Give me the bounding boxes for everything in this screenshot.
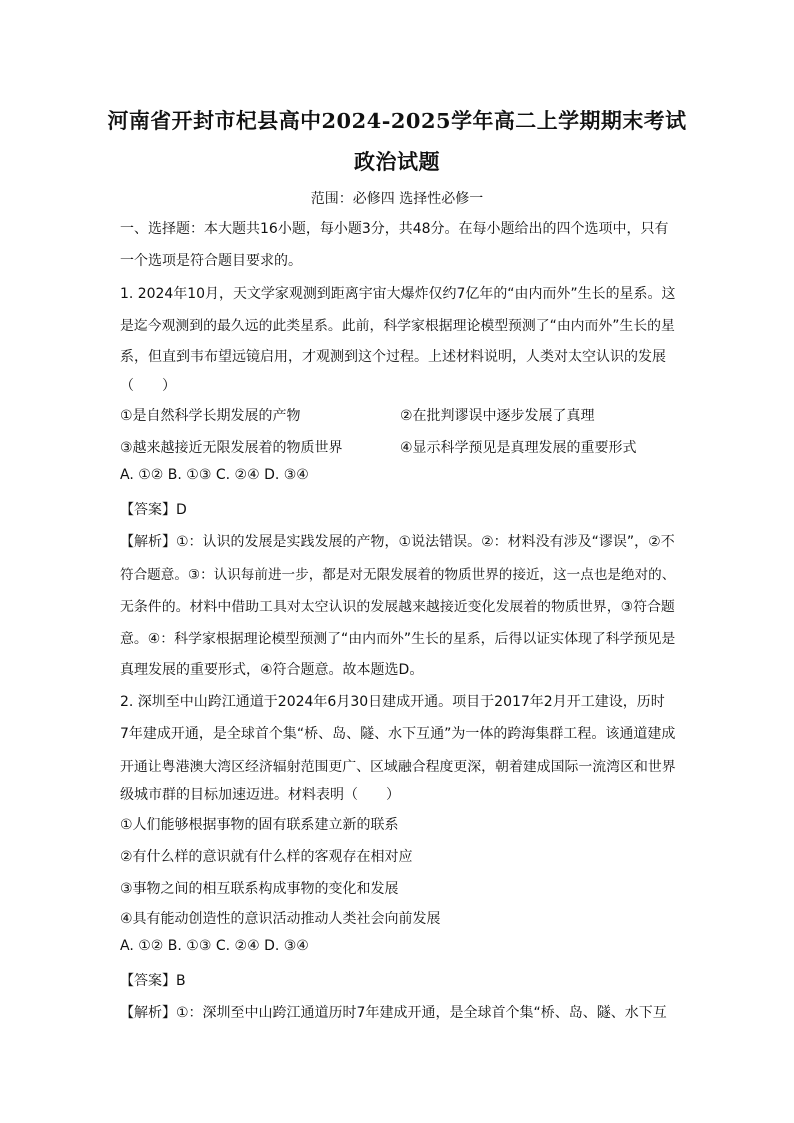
q2-stem-line-1: 2. 深圳至中山跨江通道于2024年6月30日建成开通。项目于2017年2月开工建设，历时 [120,694,665,710]
q2-stem-line-2: 7年建成开通，是全球首个集“桥、岛、隧、水下互通”为一体的跨海集群工程。该通道建成 [120,726,676,742]
q2-stem-line-4: 级城市群的目标加速迈进。材料表明（ ） [120,787,400,803]
q1-analysis-line-5: 真理发展的重要形式，④符合题意。故本题选D。 [120,662,424,678]
q1-analysis-line-4: 意。④：科学家根据理论模型预测了“由内而外”生长的星系，后得以证实体现了科学预见是 [120,631,676,647]
exam-range: 范围：必修四 选择性必修一 [310,191,484,207]
q1-option-3: ③越来越接近无限发展着的物质世界 [120,440,343,456]
page-subtitle: 政治试题 [354,149,440,174]
q1-stem-line-2: 是迄今观测到的最久远的此类星系。此前，科学家根据理论模型预测了“由内而外”生长的星 [120,318,675,334]
q2-answer: 【答案】B [120,973,186,989]
q1-stem-line-4: （ ） [120,378,176,394]
q1-answer: 【答案】D [120,502,187,518]
q1-analysis-line-3: 无条件的。材料中借助工具对太空认识的发展越来越接近变化发展着的物质世界，③符合题 [120,599,675,615]
page-title: 河南省开封市杞县高中2024-2025学年高二上学期期末考试 [107,108,687,133]
q2-option-1: ①人们能够根据事物的固有联系建立新的联系 [120,817,399,833]
q1-option-4: ④显示科学预见是真理发展的重要形式 [400,440,637,456]
q1-option-2: ②在批判谬误中逐步发展了真理 [400,408,595,424]
q2-option-4: ④具有能动创造性的意识活动推动人类社会向前发展 [120,911,441,927]
q1-analysis-line-2: 符合题意。③：认识每前进一步，都是对无限发展着的物质世界的接近，这一点也是绝对的、 [120,567,676,583]
q2-analysis-line-1: 【解析】①：深圳至中山跨江通道历时7年建成开通，是全球首个集“桥、岛、隧、水下互 [120,1005,667,1021]
section-intro-line-1: 一、选择题：本大题共16小题，每小题3分，共48分。在每小题给出的四个选项中，只有 [120,221,669,237]
q1-stem-line-1: 1. 2024年10月，天文学家观测到距离宇宙大爆炸仅约7亿年的“由内而外”生长的星系。这 [120,286,676,302]
q1-stem-line-3: 系，但直到韦布望远镜启用，才观测到这个过程。上述材料说明，人类对太空认识的发展 [120,349,666,365]
q2-stem-line-3: 开通让粤港澳大湾区经济辐射范围更广、区域融合程度更深，朝着建成国际一流湾区和世界 [120,759,676,775]
q1-analysis-line-1: 【解析】①：认识的发展是实践发展的产物，①说法错误。②：材料没有涉及“谬误”，②不 [120,534,675,550]
q2-option-2: ②有什么样的意识就有什么样的客观存在相对应 [120,849,413,865]
q2-choices: A. ①② B. ①③ C. ②④ D. ③④ [120,938,309,954]
q1-choices: A. ①② B. ①③ C. ②④ D. ③④ [120,467,309,483]
q1-option-1: ①是自然科学长期发展的产物 [120,408,301,424]
section-intro-line-2: 一个选项是符合题目要求的。 [120,253,302,269]
q2-option-3: ③事物之间的相互联系构成事物的变化和发展 [120,881,399,897]
